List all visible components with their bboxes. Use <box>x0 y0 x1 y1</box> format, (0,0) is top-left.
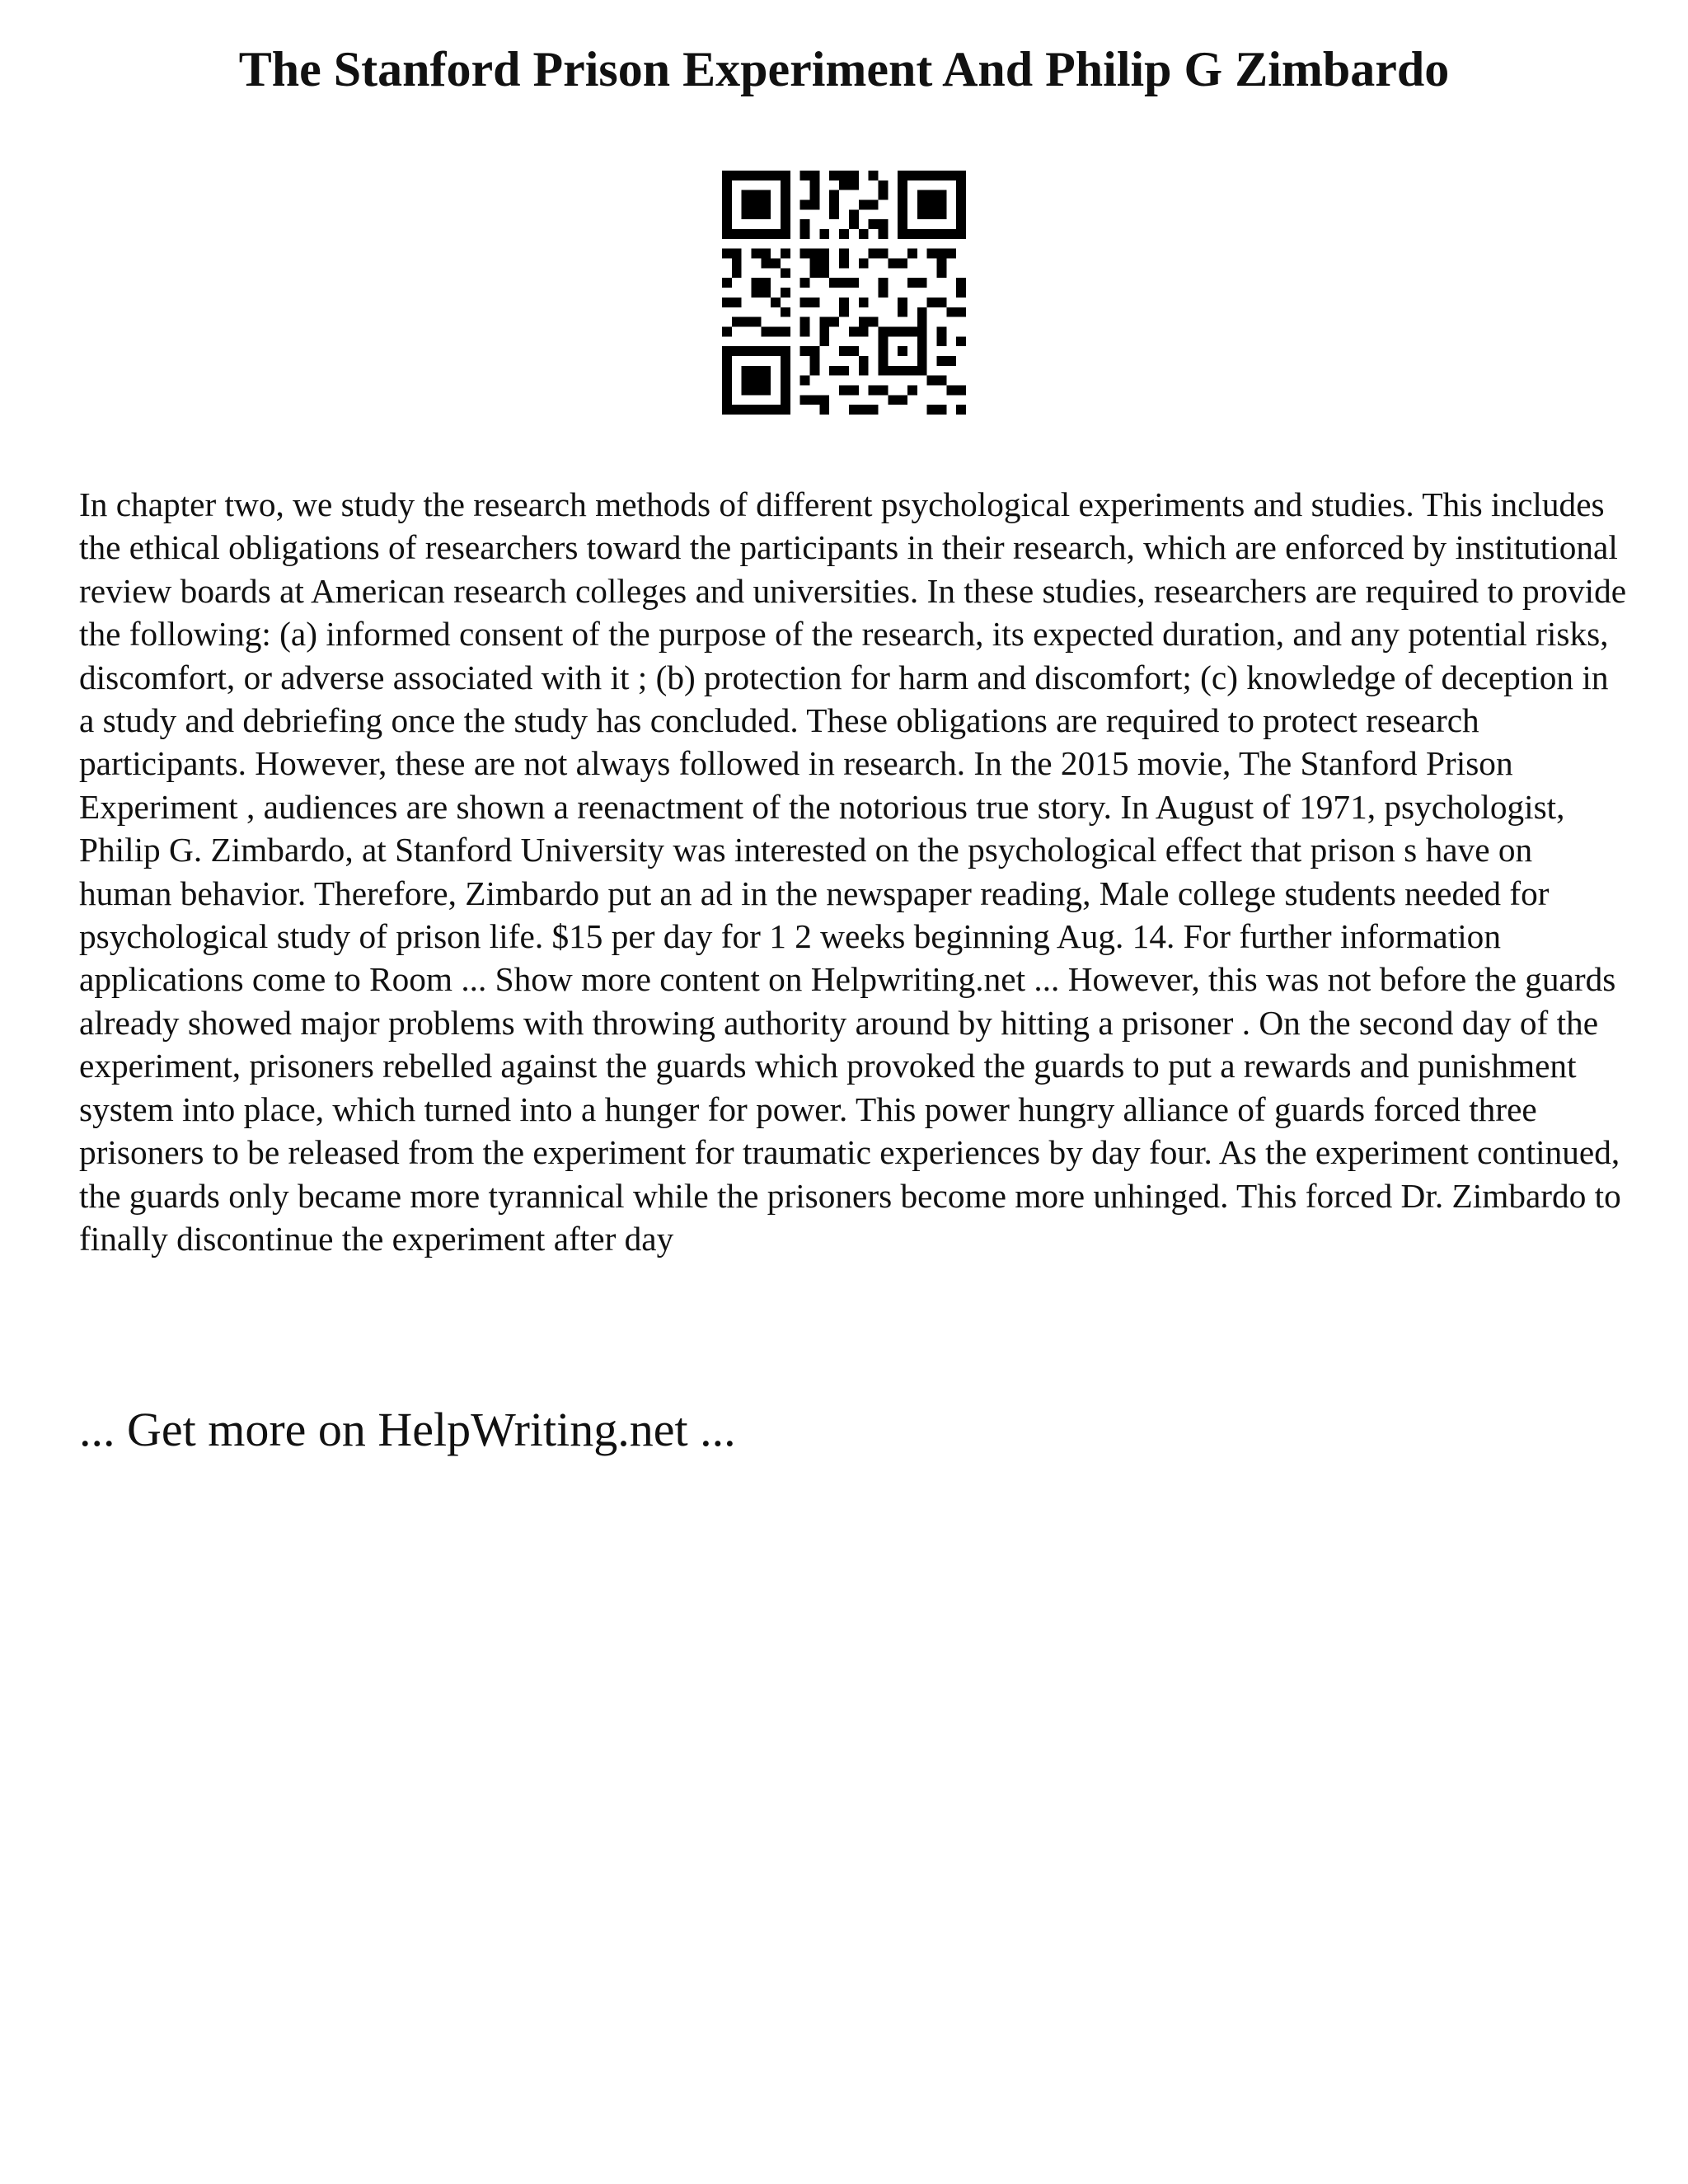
get-more-link[interactable]: ... Get more on HelpWriting.net ... <box>79 1403 736 1456</box>
document-title: The Stanford Prison Experiment And Philip G Zimbardo <box>238 42 1450 96</box>
qr-code-icon <box>722 171 966 415</box>
body-paragraph: In chapter two, we study the research methods of different psychological experiments and studies. This includes the ethical obligations of researchers toward the participants in their research, which are enforced by institutional review boards at American research colleges and universities. In these studies, researchers are required to provide the following: (a) informed consent of the purpose of the research, its expected duration, and any potential risks, discomfort, or adverse associated with it ; (b) protection for harm and discomfort; (c) knowledge of deception in a study and debriefing once the study has concluded. These obligations are required to protect research participants. However, these are not always followed in research. In the 2015 movie, The Stanford Prison Experiment , audiences are shown a reenactment of the notorious true story. In August of 1971, psychologist, Philip G. Zimbardo, at Stanford University was interested on the psychological effect that prison s have on human behavior. Therefore, Zimbardo put an ad in the newspaper reading, Male college students needed for psychological study of prison life. $15 per day for 1 2 weeks beginning Aug. 14. For further information applications come to Room ... Show more content on Helpwriting.net ... However, this was not before the guards already showed major problems with throwing authority around by hitting a prisoner . On the second day of the experiment, prisoners rebelled against the guards which provoked the guards to put a rewards and punishment system into place, which turned into a hunger for power. This power hungry alliance of guards forced three prisoners to be released from the experiment for traumatic experiences by day four. As the experiment continued, the guards only became more tyrannical while the prisoners become more unhinged. This forced Dr. Zimbardo to finally discontinue the experiment after day <box>79 485 1627 1258</box>
